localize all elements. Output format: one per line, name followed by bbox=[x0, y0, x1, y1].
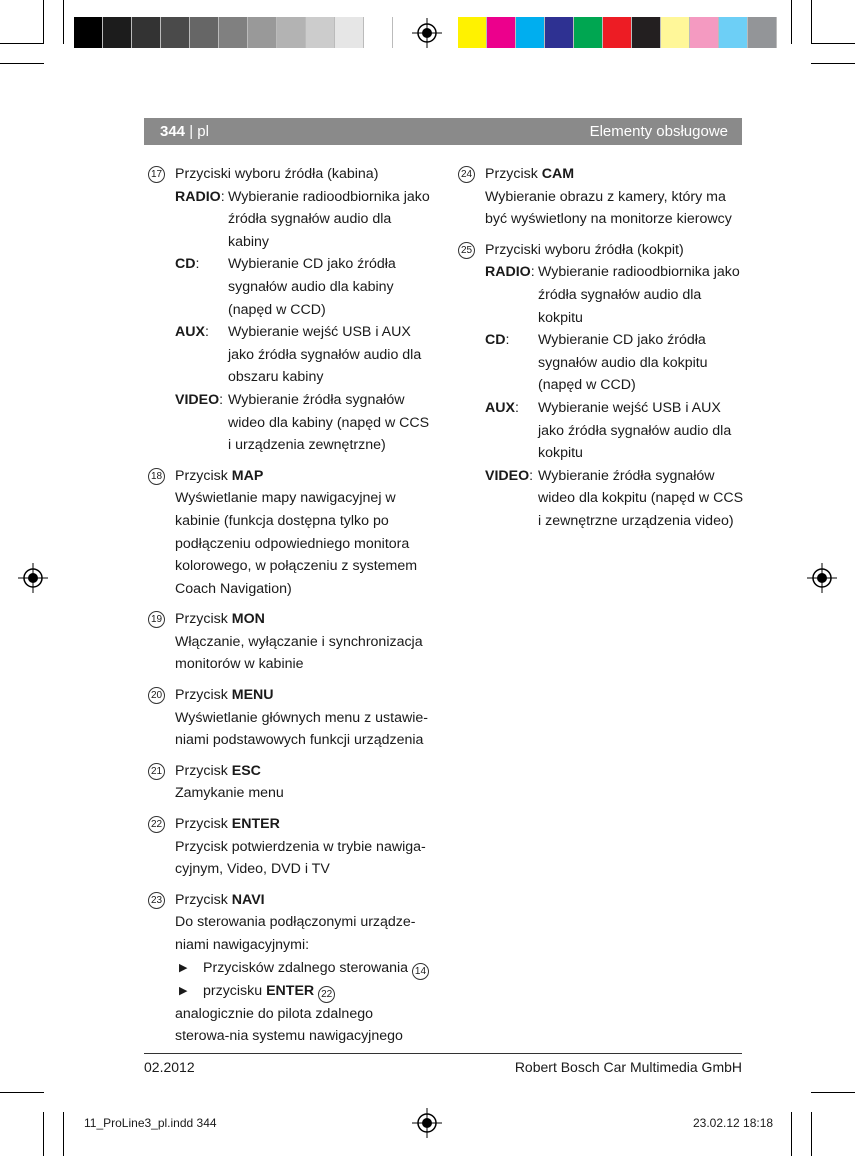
language-code: | pl bbox=[185, 123, 209, 140]
item-prefix: Przycisk bbox=[175, 762, 232, 779]
gray-color-bar bbox=[74, 17, 393, 48]
color-swatch bbox=[190, 17, 219, 48]
definition-row bbox=[175, 321, 430, 389]
definition-term: AUX bbox=[175, 324, 205, 341]
definition-key bbox=[175, 389, 228, 457]
item-number-badge: 20 bbox=[148, 687, 165, 704]
list-item bbox=[148, 889, 430, 1048]
definition-row bbox=[175, 253, 430, 321]
definition-term: AUX bbox=[485, 399, 515, 416]
bullet-label: przycisku bbox=[203, 982, 267, 999]
crop-mark bbox=[0, 63, 44, 64]
item-title bbox=[485, 163, 748, 186]
definition-colon: : bbox=[530, 264, 535, 281]
definition-desc: Wybieranie źródła sygnałów wideo dla kabiny (napęd w CCS i urządzenia zewnętrzne) bbox=[228, 391, 430, 454]
item-description: Wyświetlanie głównych menu z ustawie-niami podstawowych funkcji urządzenia bbox=[175, 709, 428, 749]
item-number-badge: 23 bbox=[148, 892, 165, 909]
crop-mark bbox=[811, 0, 812, 44]
bullet-item bbox=[175, 957, 430, 980]
bullet-text bbox=[203, 957, 429, 980]
definition-key bbox=[485, 465, 538, 533]
list-item bbox=[458, 163, 748, 231]
definition-colon: : bbox=[514, 399, 519, 416]
item-description: Wyświetlanie mapy nawigacyjnej w kabinie (funkcja dostępna tylko po podłączeniu odpowiedniego monitora kolorowego, w połączeniu z systemem Coach Navigation) bbox=[175, 490, 418, 597]
color-swatch bbox=[103, 17, 132, 48]
item-prefix: Przycisk bbox=[175, 467, 232, 484]
list-item bbox=[148, 163, 430, 457]
crop-mark bbox=[0, 1092, 44, 1093]
item-prefix: Przycisk bbox=[175, 611, 232, 628]
crop-mark bbox=[811, 1092, 855, 1093]
definition-key bbox=[485, 397, 538, 465]
item-number-badge: 25 bbox=[458, 242, 475, 259]
item-title bbox=[175, 813, 430, 836]
bullet-label: Przycisków zdalnego sterowania bbox=[203, 959, 412, 976]
crop-mark bbox=[811, 63, 855, 64]
color-swatch bbox=[748, 17, 777, 48]
registration-mark-icon bbox=[412, 1108, 442, 1138]
crop-mark bbox=[63, 0, 64, 44]
registration-mark-icon bbox=[18, 563, 48, 593]
item-number-badge: 17 bbox=[148, 166, 165, 183]
crop-mark bbox=[63, 1112, 64, 1156]
definition-row bbox=[485, 329, 748, 397]
definition-desc: Wybieranie CD jako źródła sygnałów audio dla kokpitu (napęd w CCD) bbox=[538, 332, 708, 394]
item-title bbox=[175, 684, 430, 707]
item-description: Zamykanie menu bbox=[175, 785, 284, 802]
item-number-badge: 19 bbox=[148, 611, 165, 628]
left-column bbox=[148, 163, 430, 1056]
page-number: 344 bbox=[160, 123, 186, 140]
item-title: Przyciski wyboru źródła (kabina) bbox=[175, 166, 379, 182]
item-title: Przyciski wyboru źródła (kokpit) bbox=[485, 241, 684, 258]
right-column bbox=[458, 163, 748, 541]
triangle-bullet-icon: ▶ bbox=[179, 984, 188, 997]
section-title: Elementy obsługowe bbox=[589, 123, 728, 140]
crop-mark bbox=[0, 43, 44, 44]
definition-desc: Wybieranie wejść USB i AUX jako źródła sygnałów audio dla kokpitu bbox=[538, 399, 732, 462]
definition-desc: Wybieranie wejść USB i AUX jako źródła sygnałów audio dla obszaru kabiny bbox=[228, 324, 422, 386]
bullet-text bbox=[203, 980, 335, 1003]
item-number-badge: 21 bbox=[148, 763, 165, 780]
definition-term: CD bbox=[175, 256, 196, 273]
item-title bbox=[175, 760, 430, 783]
definition-key bbox=[175, 321, 228, 389]
color-swatch bbox=[603, 17, 632, 48]
list-item bbox=[458, 239, 748, 533]
item-number-badge: 22 bbox=[148, 816, 165, 833]
slug-filename: 11_ProLine3_pl.indd 344 bbox=[84, 1116, 217, 1130]
item-prefix: Przycisk bbox=[175, 816, 232, 833]
item-number-badge: 24 bbox=[458, 166, 475, 183]
process-color-bar bbox=[458, 17, 777, 48]
definition-colon: : bbox=[505, 332, 510, 349]
item-key-name: MAP bbox=[231, 467, 264, 484]
item-key-name: CAM bbox=[541, 166, 575, 182]
definition-desc: Wybieranie radioodbiornika jako źródła sygnałów audio dla kabiny bbox=[228, 188, 430, 250]
color-swatch bbox=[632, 17, 661, 48]
color-swatch bbox=[458, 17, 487, 48]
list-item bbox=[148, 760, 430, 805]
list-item bbox=[148, 608, 430, 676]
item-prefix: Przycisk bbox=[175, 687, 232, 704]
item-key-name: ESC bbox=[231, 762, 261, 779]
color-swatch bbox=[661, 17, 690, 48]
item-title bbox=[175, 608, 430, 631]
definition-term: VIDEO bbox=[485, 467, 530, 484]
definition-colon: : bbox=[529, 467, 534, 484]
definition-colon: : bbox=[220, 188, 225, 205]
definition-colon: : bbox=[195, 256, 200, 273]
item-description: Do sterowania podłączonymi urządze-niami nawigacyjnymi: bbox=[175, 914, 416, 953]
color-swatch bbox=[574, 17, 603, 48]
definition-row bbox=[485, 465, 748, 533]
item-prefix: Przycisk bbox=[485, 166, 542, 182]
definition-row bbox=[175, 186, 430, 254]
definition-desc: Wybieranie CD jako źródła sygnałów audio dla kabiny (napęd w CCD) bbox=[228, 256, 396, 318]
triangle-bullet-icon: ▶ bbox=[179, 961, 188, 974]
color-swatch bbox=[516, 17, 545, 48]
item-key-name: MENU bbox=[231, 687, 274, 704]
item-description: Wybieranie obrazu z kamery, który ma być wyświetlony na monitorze kierowcy bbox=[485, 188, 732, 228]
crop-mark bbox=[811, 43, 855, 44]
item-prefix: Przycisk bbox=[175, 891, 232, 908]
color-swatch bbox=[219, 17, 248, 48]
bullet-item bbox=[175, 980, 430, 1003]
definition-term: VIDEO bbox=[175, 391, 220, 408]
footer-company: Robert Bosch Car Multimedia GmbH bbox=[514, 1059, 742, 1075]
color-swatch bbox=[248, 17, 277, 48]
color-swatch bbox=[335, 17, 364, 48]
definition-row bbox=[175, 389, 430, 457]
color-swatch bbox=[364, 17, 393, 48]
definition-row bbox=[485, 261, 748, 329]
definition-row bbox=[485, 397, 748, 465]
page-number-label bbox=[160, 123, 209, 140]
definition-term: CD bbox=[485, 332, 506, 349]
color-swatch bbox=[161, 17, 190, 48]
crop-mark bbox=[791, 0, 792, 44]
bullet-ref-badge: 22 bbox=[318, 986, 335, 1003]
definition-key bbox=[175, 253, 228, 321]
list-item bbox=[148, 684, 430, 752]
item-description: Przycisk potwierdzenia w trybie nawiga-cyjnym, Video, DVD i TV bbox=[175, 838, 426, 878]
item-title bbox=[175, 465, 430, 488]
color-swatch bbox=[277, 17, 306, 48]
color-swatch bbox=[306, 17, 335, 48]
definition-term: RADIO bbox=[485, 264, 531, 281]
bullet-ref-badge: 14 bbox=[412, 963, 429, 980]
registration-mark-icon bbox=[412, 18, 442, 48]
color-swatch bbox=[719, 17, 748, 48]
footer-rule bbox=[144, 1053, 742, 1054]
crop-mark bbox=[791, 1112, 792, 1156]
item-number-badge: 18 bbox=[148, 468, 165, 485]
definition-key bbox=[485, 261, 538, 329]
slug-timestamp: 23.02.12 18:18 bbox=[693, 1116, 774, 1130]
definition-desc: Wybieranie źródła sygnałów wideo dla kokpitu (napęd w CCS i zewnętrzne urządzenia video) bbox=[538, 467, 744, 529]
crop-mark bbox=[43, 1112, 44, 1156]
definition-desc: Wybieranie radioodbiornika jako źródła sygnałów audio dla kokpitu bbox=[538, 264, 740, 326]
definition-term: RADIO bbox=[175, 188, 221, 205]
definition-key bbox=[175, 186, 228, 254]
color-swatch bbox=[487, 17, 516, 48]
color-swatch bbox=[132, 17, 161, 48]
item-description-after: analogicznie do pilota zdalnego sterowa-nia systemu nawigacyjnego bbox=[175, 1005, 403, 1045]
bullet-key-name: ENTER bbox=[266, 982, 315, 999]
crop-mark bbox=[43, 0, 44, 44]
color-swatch bbox=[690, 17, 719, 48]
item-key-name: MON bbox=[231, 611, 265, 628]
item-title bbox=[175, 889, 430, 912]
list-item bbox=[148, 465, 430, 601]
item-key-name: ENTER bbox=[231, 816, 280, 833]
color-swatch bbox=[74, 17, 103, 48]
definition-colon: : bbox=[219, 391, 224, 408]
page-header bbox=[144, 118, 742, 145]
definition-colon: : bbox=[204, 324, 209, 341]
crop-mark bbox=[811, 1112, 812, 1156]
item-key-name: NAVI bbox=[231, 891, 265, 908]
definition-key bbox=[485, 329, 538, 397]
item-description: Włączanie, wyłączanie i synchronizacja monitorów w kabinie bbox=[175, 633, 423, 673]
footer-date: 02.2012 bbox=[144, 1059, 195, 1075]
color-swatch bbox=[545, 17, 574, 48]
registration-mark-icon bbox=[807, 563, 837, 593]
list-item bbox=[148, 813, 430, 881]
